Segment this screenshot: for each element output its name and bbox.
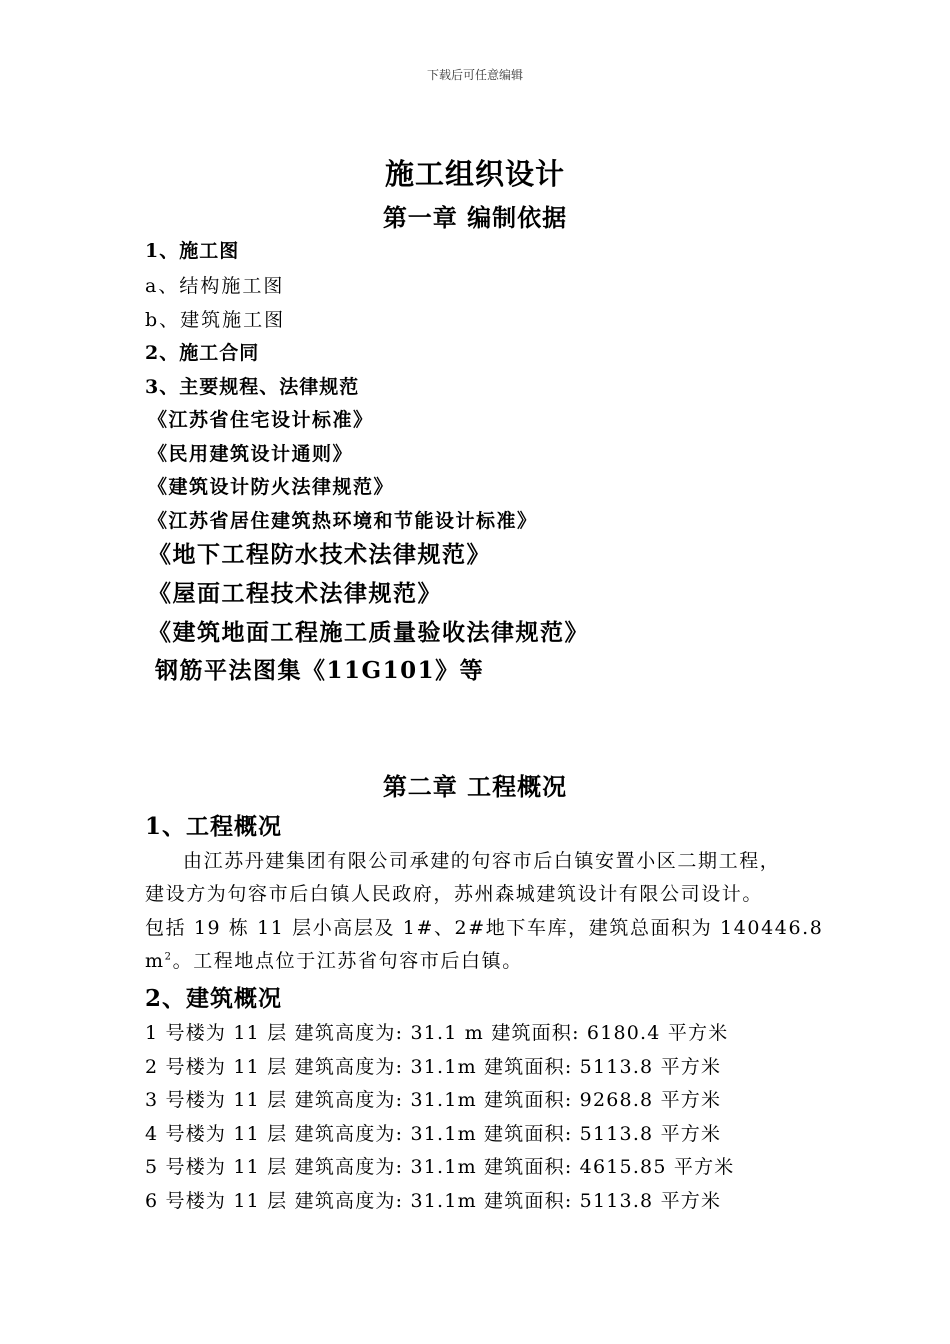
building-row: 3 号楼为 11 层 建筑高度为: 31.1m 建筑面积: 9268.8 平方米 — [145, 1089, 722, 1111]
chapter1-title: 第一章 编制依据 — [382, 203, 568, 232]
standard-item: 《地下工程防水技术法律规范》 — [148, 541, 491, 568]
building-row: 4 号楼为 11 层 建筑高度为: 31.1m 建筑面积: 5113.8 平方米 — [145, 1123, 722, 1145]
building-row: 2 号楼为 11 层 建筑高度为: 31.1m 建筑面积: 5113.8 平方米 — [145, 1056, 722, 1078]
standard-item: 钢筋平法图集《11G101》等 — [155, 657, 485, 684]
standard-item: 《建筑设计防火法律规范》 — [148, 476, 395, 498]
area-unit: m — [145, 950, 165, 972]
building-row: 6 号楼为 11 层 建筑高度为: 31.1m 建筑面积: 5113.8 平方米 — [145, 1190, 722, 1212]
item-regulations: 3、主要规程、法律规范 — [145, 376, 360, 398]
paragraph-line-tail: 。工程地点位于江苏省句容市后白镇。 — [172, 950, 523, 972]
paragraph-line: 包括 19 栋 11 层小高层及 1#、2#地下车库，建筑总面积为 140446.8 — [145, 917, 824, 939]
paragraph-line: 由江苏丹建集团有限公司承建的句容市后白镇安置小区二期工程， — [183, 850, 781, 872]
building-row: 1 号楼为 11 层 建筑高度为: 31.1 m 建筑面积: 6180.4 平方米 — [145, 1022, 729, 1044]
section-building-overview: 2、建筑概况 — [145, 985, 283, 1012]
item-construction-contract: 2、施工合同 — [145, 342, 260, 364]
paragraph-line — [145, 946, 523, 973]
building-row: 5 号楼为 11 层 建筑高度为: 31.1m 建筑面积: 4615.85 平方米 — [145, 1156, 735, 1178]
paragraph-line: 建设方为句容市后白镇人民政府，苏州森城建筑设计有限公司设计。 — [145, 883, 764, 905]
chapter2-title: 第二章 工程概况 — [382, 772, 568, 801]
header-note: 下载后可任意编辑 — [426, 68, 523, 82]
standard-item: 《屋面工程技术法律规范》 — [148, 580, 442, 607]
standard-item: 《江苏省居住建筑热环境和节能设计标准》 — [148, 510, 538, 532]
document-title: 施工组织设计 — [384, 157, 565, 191]
item-construction-drawings: 1、施工图 — [145, 240, 240, 262]
area-unit-exponent: 2 — [164, 951, 173, 963]
standard-item: 《建筑地面工程施工质量验收法律规范》 — [148, 619, 589, 646]
standard-item: 《民用建筑设计通则》 — [148, 443, 354, 465]
section-project-overview: 1、工程概况 — [145, 813, 283, 840]
item-architectural-drawings: b、建筑施工图 — [145, 309, 286, 331]
standard-item: 《江苏省住宅设计标准》 — [148, 409, 374, 431]
item-structural-drawings: a、结构施工图 — [145, 275, 285, 297]
